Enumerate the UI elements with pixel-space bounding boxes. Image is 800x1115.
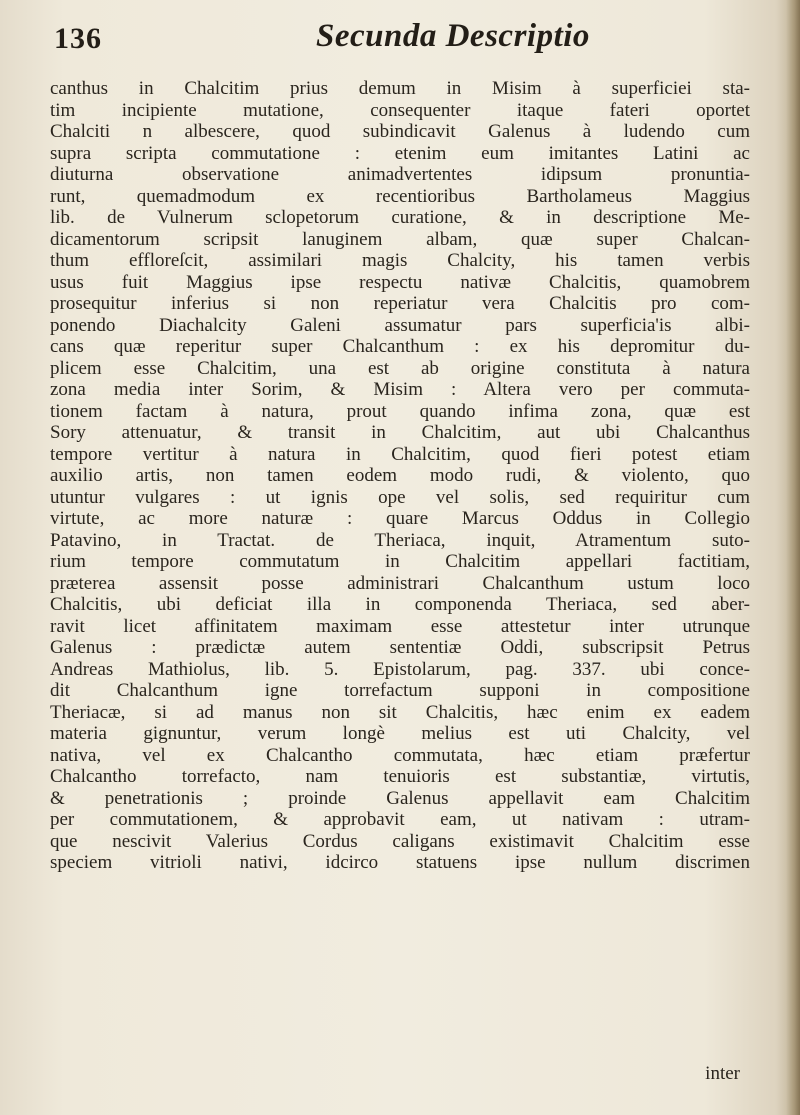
text-line: Chalcantho torrefacto, nam tenuioris est substantiæ, virtutis, xyxy=(50,766,750,787)
text-line: Chalciti n albescere, quod subindicavit Galenus à ludendo cum xyxy=(50,121,750,142)
running-head xyxy=(54,18,744,62)
text-line: speciem vitrioli nativi, idcirco statuens ipse nullum discrimen xyxy=(50,852,750,873)
text-line: thum effloreſcit, assimilari magis Chalcity, his tamen verbis xyxy=(50,250,750,271)
text-line: dit Chalcanthum igne torrefactum supponi in compositione xyxy=(50,680,750,701)
text-line: ravit licet affinitatem maximam esse attestetur inter utrunque xyxy=(50,615,750,637)
text-line: dicamentorum scripsit lanuginem albam, quæ super Chalcan- xyxy=(50,228,750,250)
text-line: Chalcitis, ubi deficiat illa in componenda Theriaca, sed aber- xyxy=(50,594,750,615)
text-line: per commutationem, & approbavit eam, ut nativam : utram- xyxy=(50,809,750,830)
header-title: Secunda Descriptio xyxy=(316,18,590,54)
text-line: Galenus : prædictæ autem sententiæ Oddi, subscripsit Petrus xyxy=(50,637,750,658)
text-line: que nescivit Valerius Cordus caligans existimavit Chalcitim esse xyxy=(50,830,750,852)
text-line: tionem factam à natura, prout quando infima zona, quæ est xyxy=(50,400,750,422)
text-line: supra scripta commutatione : etenim eum imitantes Latini ac xyxy=(50,142,750,164)
text-line: auxilio artis, non tamen eodem modo rudi, & violento, quo xyxy=(50,465,750,486)
text-line: lib. de Vulnerum sclopetorum curatione, & in descriptione Me- xyxy=(50,207,750,228)
page-number: 136 xyxy=(54,22,102,55)
text-line: ponendo Diachalcity Galeni assumatur pars superficia'is albi- xyxy=(50,314,750,336)
text-line: prosequitur inferius si non reperiatur vera Chalcitis pro com- xyxy=(50,293,750,314)
body-text xyxy=(50,78,750,874)
text-line: Theriacæ, si ad manus non sit Chalcitis, hæc enim ex eadem xyxy=(50,701,750,723)
text-line: rium tempore commutatum in Chalcitim appellari factitiam, xyxy=(50,551,750,572)
text-line: diuturna observatione animadvertentes idipsum pronuntia- xyxy=(50,164,750,185)
text-line: zona media inter Sorim, & Misim : Altera vero per commuta- xyxy=(50,379,750,400)
text-line: tim incipiente mutatione, consequenter itaque fateri oportet xyxy=(50,99,750,121)
text-line: præterea assensit posse administrari Chalcanthum ustum loco xyxy=(50,572,750,594)
page-gutter-shadow xyxy=(786,0,800,1115)
text-line: Sory attenuatur, & transit in Chalcitim, aut ubi Chalcanthus xyxy=(50,422,750,443)
text-line: usus fuit Maggius ipse respectu nativæ Chalcitis, quamobrem xyxy=(50,271,750,293)
text-line: utuntur vulgares : ut ignis ope vel solis, sed requiritur cum xyxy=(50,486,750,508)
text-line: nativa, vel ex Chalcantho commutata, hæc etiam præfertur xyxy=(50,744,750,766)
text-line: & penetrationis ; proinde Galenus appellavit eam Chalcitim xyxy=(50,787,750,809)
text-line: Andreas Mathiolus, lib. 5. Epistolarum, pag. 337. ubi conce- xyxy=(50,658,750,680)
text-line: virtute, ac more naturæ : quare Marcus Oddus in Collegio xyxy=(50,508,750,529)
text-line: cans quæ reperitur super Chalcanthum : ex his depromitur du- xyxy=(50,336,750,357)
text-line: tempore vertitur à natura in Chalcitim, quod fieri potest etiam xyxy=(50,443,750,465)
text-line: runt, quemadmodum ex recentioribus Bartholameus Maggius xyxy=(50,185,750,207)
catchword: inter xyxy=(705,1063,740,1084)
text-line: Patavino, in Tractat. de Theriaca, inquit, Atramentum suto- xyxy=(50,529,750,551)
text-line: canthus in Chalcitim prius demum in Misim à superficiei sta- xyxy=(50,78,750,99)
text-line: materia gignuntur, verum longè melius est uti Chalcity, vel xyxy=(50,723,750,744)
text-line: plicem esse Chalcitim, una est ab origine constituta à natura xyxy=(50,357,750,379)
